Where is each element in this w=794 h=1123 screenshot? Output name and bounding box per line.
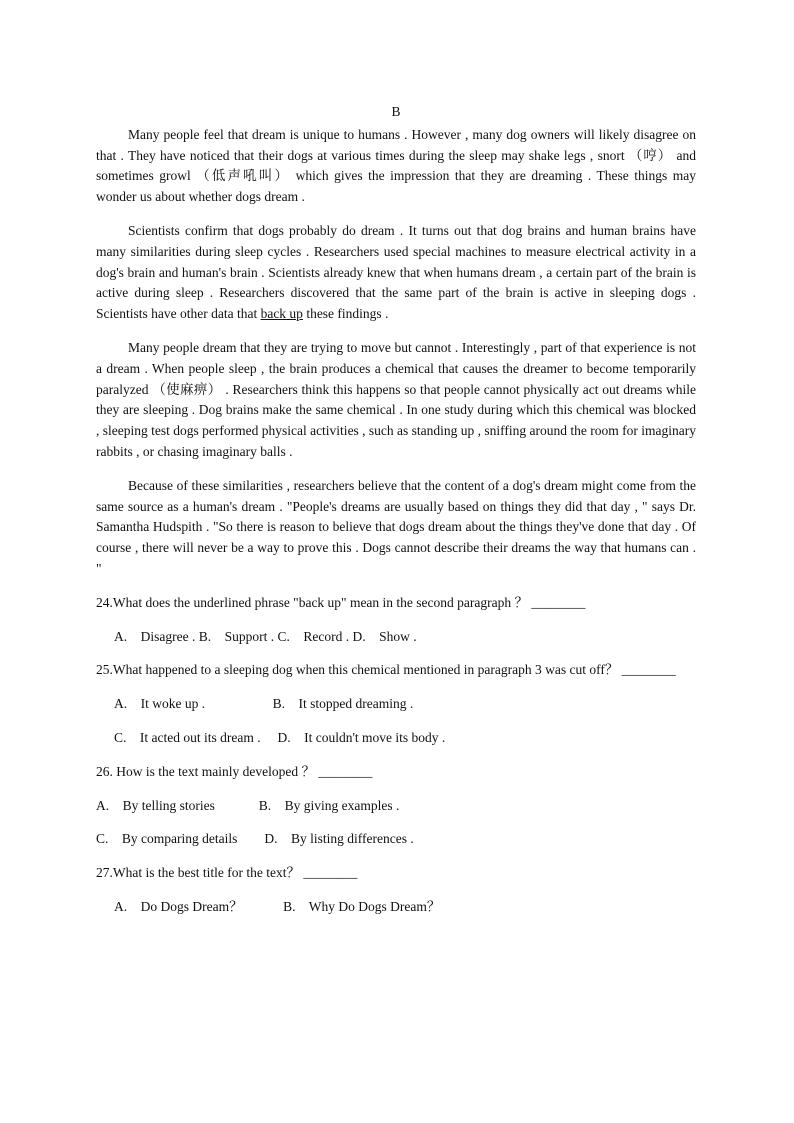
question-27-options-row-1: A. Do Dogs Dream？ B. Why Do Dogs Dream？	[114, 898, 441, 914]
paragraph-3: Many people dream that they are trying to move but cannot . Interestingly , part of that experience is not a dream . When people sleep , the brain produces a chemical that causes the dreamer to become temporarily paralyzed （使麻痹） . Researchers think this happens so that people cannot physically act out dreams while they are sleeping . Dog brains make the same chemical . In one study during which this chemical was blocked , sleeping test dogs performed physical activities , such as standing up , sniffing around the room for imaginary rabbits , or chasing imaginary balls .	[96, 339, 696, 459]
section-label: B	[391, 104, 401, 119]
paragraph-2-text-a: Scientists confirm that dogs probably do dream . It turns out that dog brains and human brains have many similarities during sleep cycles . Researchers used special machines to measure electrical activity in a dog's brain and human's brain . Scientists already knew that when humans dream , a certain part of the brain is active during sleep . Researchers discovered that the same part of the brain is active in sleeping dogs . Scientists have other data that	[96, 222, 696, 322]
document-page	[96, 102, 696, 931]
question-26-options-row-2: C. By comparing details D. By listing differences .	[96, 831, 414, 847]
question-24-options: A. Disagree . B. Support . C. Record . D. Show .	[114, 628, 417, 644]
question-26-stem: 26. How is the text mainly developed ？ ________	[96, 763, 373, 779]
question-25-options-row-1: A. It woke up . B. It stopped dreaming .	[114, 696, 414, 712]
paragraph-2-text-b: these findings .	[302, 306, 389, 322]
paragraph-1: Many people feel that dream is unique to humans . However , many dog owners will likely disagree on that . They have noticed that their dogs at various times during the sleep may shake legs , snort （哼） and sometimes growl （低声吼叫） which gives the impression that they are dreaming . These things may wonder us about whether dogs dream .	[96, 126, 696, 205]
paragraph-2	[96, 221, 696, 325]
underlined-phrase: back up	[260, 306, 303, 322]
question-27-stem: 27.What is the best title for the text？ ________	[96, 865, 358, 881]
question-25-options-row-2: C. It acted out its dream . D. It couldn't move its body .	[114, 729, 446, 745]
question-24-stem: 24.What does the underlined phrase "back up" mean in the second paragraph ？ ________	[96, 594, 586, 610]
question-26-options-row-1: A. By telling stories B. By giving examples .	[96, 797, 400, 813]
paragraph-4: Because of these similarities , researchers believe that the content of a dog's dream might come from the same source as a human's dream . "People's dreams are usually based on things they did that day , " says Dr. Samantha Hudspith . "So there is reason to believe that dogs dream about the things they've done that day . Of course , there will never be a way to prove this . Dogs cannot describe their dreams the way that humans can . "	[96, 477, 696, 576]
question-25-stem: 25.What happened to a sleeping dog when this chemical mentioned in paragraph 3 was cut off？ ________	[96, 662, 676, 678]
